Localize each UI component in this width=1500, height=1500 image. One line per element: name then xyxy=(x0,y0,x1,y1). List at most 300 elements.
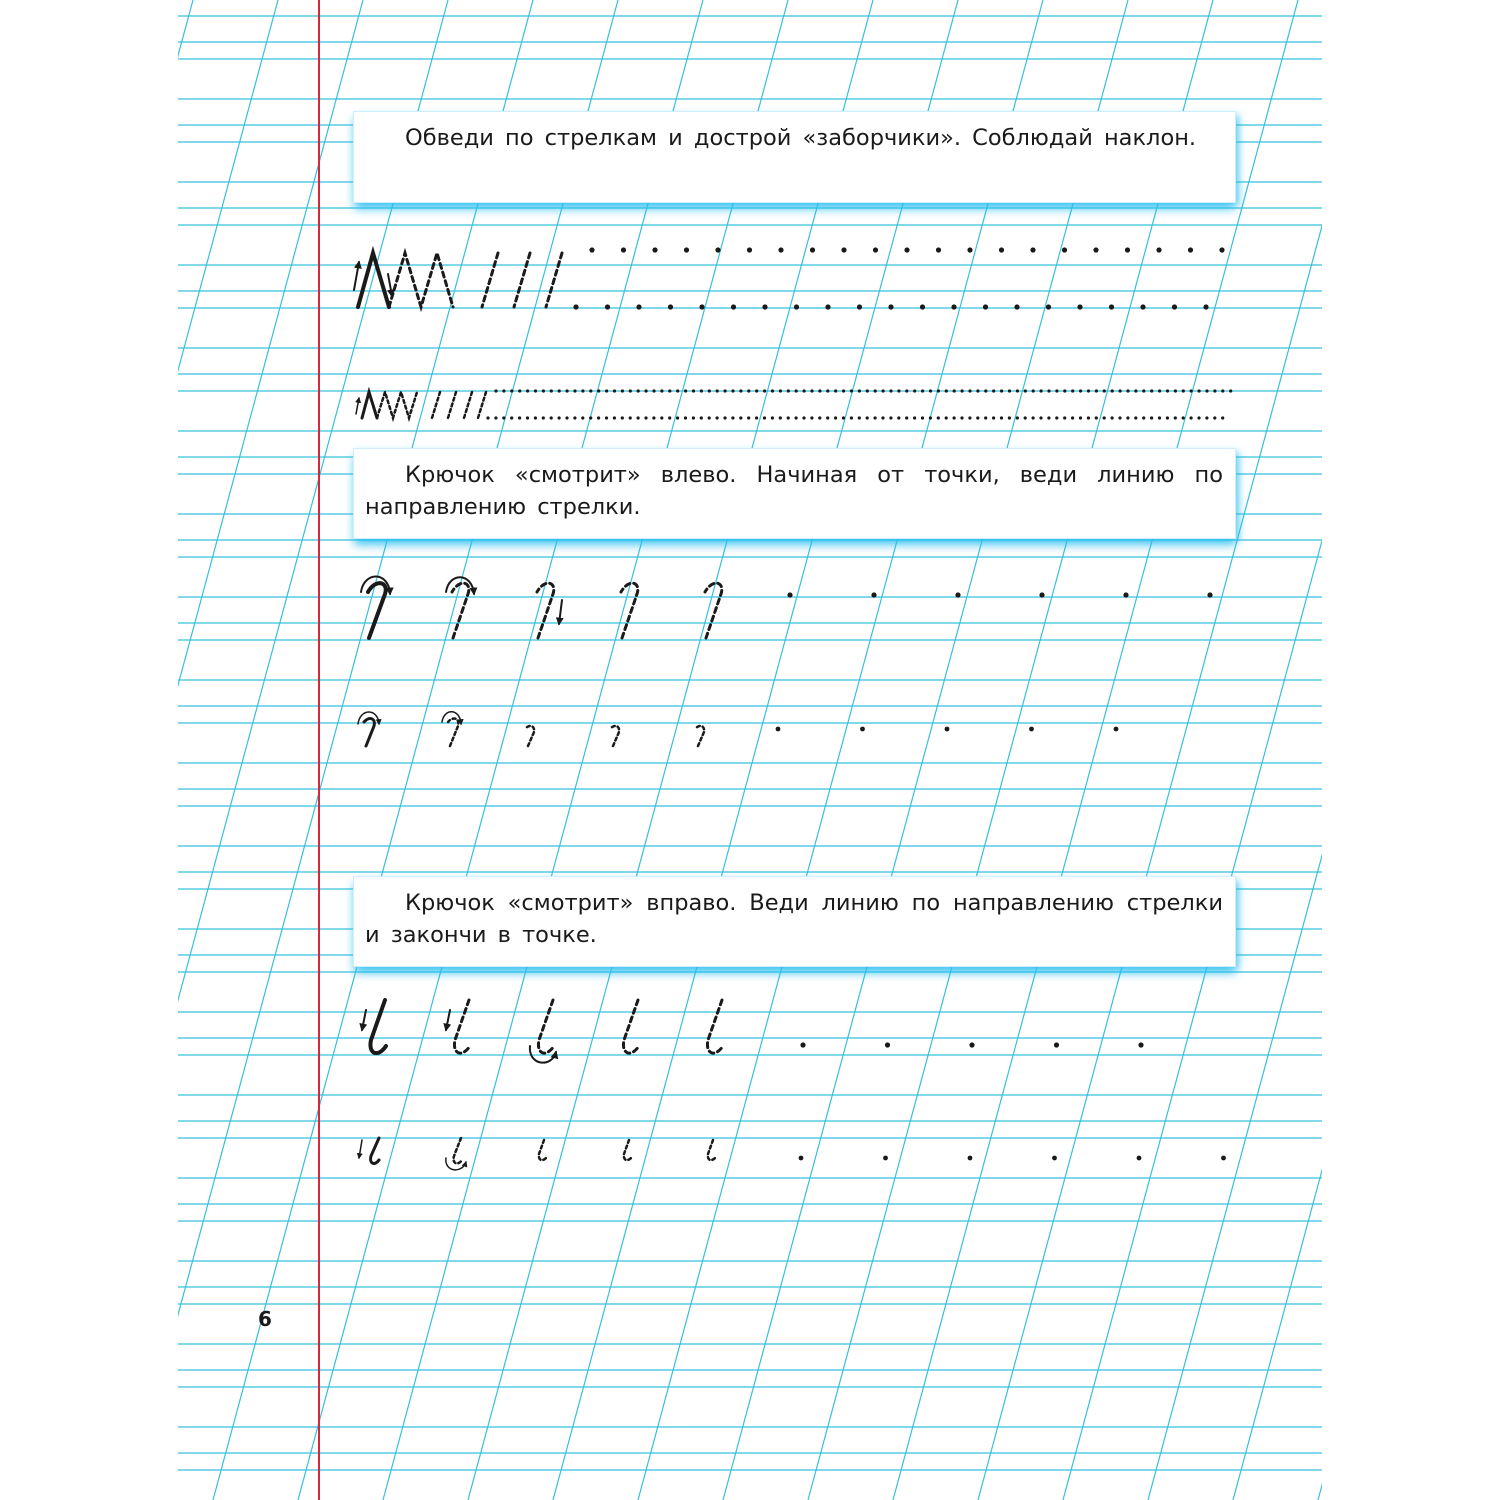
hook-left-dashed-small xyxy=(696,726,704,746)
fence-dashed-stroke xyxy=(448,392,456,418)
guide-dot xyxy=(755,416,758,419)
guide-dot xyxy=(715,247,720,252)
task-instruction-2-text: Крючок «смотрит» влево. Начиная от точки, веди линию по направлению стрелки. xyxy=(365,462,1223,520)
guide-dot xyxy=(1103,389,1106,392)
guide-dot xyxy=(825,304,830,309)
guide-dot xyxy=(905,416,908,419)
guide-dot xyxy=(755,389,758,392)
guide-dot xyxy=(967,247,972,252)
fence-guide-dots-small xyxy=(486,389,1232,419)
guide-dot xyxy=(1190,389,1193,392)
guide-dot xyxy=(842,416,845,419)
guide-dot xyxy=(904,247,909,252)
guide-dot xyxy=(723,416,726,419)
guide-dot xyxy=(1150,389,1153,392)
guide-dot xyxy=(708,416,711,419)
fence-traced-zigzag-small xyxy=(377,392,417,418)
guide-dot xyxy=(739,389,742,392)
hook-right-dashed xyxy=(623,1000,639,1053)
guide-dot xyxy=(936,247,941,252)
hook-right-dashed xyxy=(707,1000,723,1053)
hook-right-dashed xyxy=(538,1000,554,1053)
hook-right-sample-small xyxy=(371,1138,379,1163)
guide-dot xyxy=(762,304,767,309)
guide-dot xyxy=(1063,416,1066,419)
guide-dot xyxy=(1077,304,1082,309)
guide-dot xyxy=(1095,416,1098,419)
guide-dot xyxy=(955,592,960,597)
guide-dot xyxy=(692,416,695,419)
guide-dot xyxy=(858,389,861,392)
guide-dot xyxy=(1138,1042,1143,1047)
guide-dot xyxy=(1166,416,1169,419)
guide-dot xyxy=(818,416,821,419)
guide-dot xyxy=(881,416,884,419)
guide-dot xyxy=(897,416,900,419)
guide-dot xyxy=(874,416,877,419)
guide-dot xyxy=(810,389,813,392)
guide-dot xyxy=(905,389,908,392)
guide-dot xyxy=(637,416,640,419)
guide-dot xyxy=(605,389,608,392)
guide-dot xyxy=(621,247,626,252)
guide-dot xyxy=(518,389,521,392)
guide-dot xyxy=(1174,389,1177,392)
guide-dot xyxy=(1207,592,1212,597)
guide-dot xyxy=(652,416,655,419)
notebook-page xyxy=(178,0,1322,1500)
guide-dot xyxy=(874,389,877,392)
guide-dot xyxy=(684,416,687,419)
handwriting-exercises xyxy=(354,247,1232,1169)
guide-dot xyxy=(1000,416,1003,419)
guide-dot xyxy=(1123,592,1128,597)
hook-start-dots-small xyxy=(776,727,1119,732)
guide-dot xyxy=(771,389,774,392)
guide-dot xyxy=(787,592,792,597)
arrow-down-icon xyxy=(388,274,392,296)
guide-dot xyxy=(636,304,641,309)
guide-dot xyxy=(913,389,916,392)
notebook-grid-and-exercises xyxy=(178,0,1322,1500)
guide-dot xyxy=(945,389,948,392)
guide-dot xyxy=(1030,247,1035,252)
guide-dot xyxy=(779,416,782,419)
guide-dot xyxy=(779,389,782,392)
hook-right-dashed xyxy=(454,1000,470,1053)
guide-dot xyxy=(660,389,663,392)
guide-dot xyxy=(526,389,529,392)
guide-dot xyxy=(1095,389,1098,392)
arrow-up-icon xyxy=(354,262,359,290)
arrow-down-icon xyxy=(362,1010,366,1030)
guide-dot xyxy=(1055,389,1058,392)
guide-dot xyxy=(1142,389,1145,392)
guide-dot xyxy=(929,389,932,392)
guide-dot xyxy=(652,247,657,252)
guide-dot xyxy=(841,247,846,252)
guide-dot xyxy=(1109,304,1114,309)
guide-dot xyxy=(1156,247,1161,252)
fence-traced-zigzag xyxy=(389,253,453,307)
guide-dot xyxy=(1024,389,1027,392)
guide-dot xyxy=(652,389,655,392)
guide-dot xyxy=(984,416,987,419)
guide-dot xyxy=(502,389,505,392)
arrow-down-icon xyxy=(446,1010,450,1030)
guide-dot xyxy=(850,416,853,419)
guide-dot xyxy=(810,416,813,419)
hook-left-dashed-small xyxy=(526,726,534,746)
guide-dot xyxy=(976,416,979,419)
guide-dot xyxy=(700,389,703,392)
guide-dot xyxy=(747,247,752,252)
guide-dot xyxy=(1087,416,1090,419)
guide-dot xyxy=(888,304,893,309)
guide-dot xyxy=(645,389,648,392)
guide-dot xyxy=(1205,389,1208,392)
guide-dot xyxy=(1000,389,1003,392)
guide-dot xyxy=(945,727,950,732)
guide-dot xyxy=(1071,389,1074,392)
guide-dot xyxy=(873,247,878,252)
guide-dot xyxy=(676,416,679,419)
guide-dot xyxy=(684,389,687,392)
page-number: 6 xyxy=(258,1307,272,1331)
guide-dot xyxy=(960,416,963,419)
guide-dot xyxy=(968,389,971,392)
guide-dot xyxy=(882,389,885,392)
guide-dot xyxy=(1032,416,1035,419)
fence-sample xyxy=(358,253,389,307)
guide-dot xyxy=(1126,416,1129,419)
guide-dot xyxy=(1046,304,1051,309)
guide-dot xyxy=(826,416,829,419)
hook-right-row-small xyxy=(359,1138,1226,1170)
guide-dot xyxy=(1079,416,1082,419)
guide-dot xyxy=(637,389,640,392)
hook-right-dashed-small xyxy=(454,1138,462,1163)
guide-dot xyxy=(921,389,924,392)
guide-dot xyxy=(929,416,932,419)
guide-dot xyxy=(1087,389,1090,392)
guide-dot xyxy=(850,389,853,392)
guide-dot xyxy=(1150,416,1153,419)
guide-dot xyxy=(1219,247,1224,252)
guide-dot xyxy=(668,389,671,392)
task-instruction-2 xyxy=(354,449,1235,538)
guide-dot xyxy=(1125,247,1130,252)
guide-dot xyxy=(1071,416,1074,419)
guide-dot xyxy=(731,416,734,419)
guide-dot xyxy=(581,389,584,392)
guide-dot xyxy=(739,416,742,419)
guide-dot xyxy=(1137,1156,1142,1161)
guide-dot xyxy=(1114,727,1119,732)
guide-dot xyxy=(866,389,869,392)
guide-dot xyxy=(699,304,704,309)
guide-dot xyxy=(871,592,876,597)
guide-dot xyxy=(1197,416,1200,419)
guide-dot xyxy=(1158,389,1161,392)
guide-dot xyxy=(486,416,489,419)
fence-dashed-stroke xyxy=(464,392,472,418)
guide-dot xyxy=(983,304,988,309)
guide-dot xyxy=(1213,416,1216,419)
guide-dot xyxy=(1093,247,1098,252)
arrow-down-icon xyxy=(559,600,562,624)
guide-dot xyxy=(834,389,837,392)
guide-dot xyxy=(937,416,940,419)
guide-dot xyxy=(716,389,719,392)
fence-dashed-stroke xyxy=(482,253,498,307)
fence-dashed-stroke xyxy=(514,253,530,307)
guide-dot xyxy=(1016,389,1019,392)
guide-dot xyxy=(1062,247,1067,252)
hook-right-dashed-small xyxy=(539,1140,546,1160)
fence-guide-dots xyxy=(573,247,1224,309)
hook-left-sample xyxy=(368,583,386,638)
guide-dot xyxy=(763,416,766,419)
guide-dot xyxy=(613,416,616,419)
guide-dot xyxy=(1126,389,1129,392)
guide-dot xyxy=(953,389,956,392)
guide-dot xyxy=(1174,416,1177,419)
hook-left-dashed-small xyxy=(611,726,619,746)
guide-dot xyxy=(921,416,924,419)
guide-dot xyxy=(605,416,608,419)
guide-dot xyxy=(795,416,798,419)
hook-left-row-small xyxy=(358,712,1118,746)
guide-dot xyxy=(961,389,964,392)
guide-dot xyxy=(860,727,865,732)
guide-dot xyxy=(1134,416,1137,419)
guide-dot xyxy=(1040,389,1043,392)
guide-dot xyxy=(799,1156,804,1161)
guide-dot xyxy=(968,416,971,419)
guide-dot xyxy=(581,416,584,419)
guide-dot xyxy=(1055,416,1058,419)
guide-dot xyxy=(984,389,987,392)
arrow-down-icon xyxy=(359,1140,362,1158)
guide-dot xyxy=(526,416,529,419)
guide-dot xyxy=(889,389,892,392)
guide-dot xyxy=(1203,304,1208,309)
guide-dot xyxy=(1221,1156,1226,1161)
guide-dot xyxy=(1158,416,1161,419)
guide-dot xyxy=(834,416,837,419)
guide-dot xyxy=(1111,416,1114,419)
guide-dot xyxy=(534,389,537,392)
guide-dot xyxy=(999,247,1004,252)
guide-dot xyxy=(597,389,600,392)
guide-dot xyxy=(1111,389,1114,392)
guide-dot xyxy=(1024,416,1027,419)
guide-dot xyxy=(810,247,815,252)
guide-dot xyxy=(953,416,956,419)
guide-dot xyxy=(794,304,799,309)
guide-dot xyxy=(573,389,576,392)
guide-dot xyxy=(1140,304,1145,309)
guide-dot xyxy=(660,416,663,419)
guide-dot xyxy=(629,416,632,419)
guide-dot xyxy=(1142,416,1145,419)
hook-right-dashed-small xyxy=(708,1140,715,1160)
guide-dot xyxy=(945,416,948,419)
guide-dot xyxy=(597,416,600,419)
guide-dot xyxy=(1188,247,1193,252)
guide-dot xyxy=(1047,389,1050,392)
guide-dot xyxy=(747,416,750,419)
guide-dot xyxy=(1079,389,1082,392)
hook-end-dots xyxy=(800,1042,1143,1047)
guide-dot xyxy=(589,416,592,419)
guide-dot xyxy=(621,389,624,392)
guide-dot xyxy=(795,389,798,392)
guide-dot xyxy=(644,416,647,419)
guide-dot xyxy=(1119,389,1122,392)
guide-dot xyxy=(716,416,719,419)
fence-row-large xyxy=(354,247,1225,309)
arrow-up-icon xyxy=(356,398,359,414)
guide-dot xyxy=(1032,389,1035,392)
guide-dot xyxy=(1134,389,1137,392)
guide-dot xyxy=(842,389,845,392)
guide-dot xyxy=(1190,416,1193,419)
guide-dot xyxy=(763,389,766,392)
guide-dot xyxy=(534,416,537,419)
guide-dot xyxy=(494,416,497,419)
hook-right-dashed-small xyxy=(624,1140,631,1160)
guide-dot xyxy=(913,416,916,419)
guide-dot xyxy=(992,389,995,392)
guide-dot xyxy=(818,389,821,392)
guide-dot xyxy=(589,247,594,252)
guide-dot xyxy=(605,304,610,309)
guide-dot xyxy=(787,389,790,392)
guide-dot xyxy=(1047,416,1050,419)
guide-dot xyxy=(613,389,616,392)
task-instruction-1 xyxy=(354,112,1235,202)
guide-dot xyxy=(1103,416,1106,419)
guide-dot xyxy=(684,247,689,252)
guide-dot xyxy=(800,1042,805,1047)
guide-dot xyxy=(565,416,568,419)
hook-left-dashed xyxy=(537,583,554,638)
hook-left-row-large xyxy=(361,576,1213,638)
guide-dot xyxy=(883,1156,888,1161)
guide-dot xyxy=(510,416,513,419)
guide-dot xyxy=(1008,389,1011,392)
guide-dot xyxy=(573,416,576,419)
fence-dashed-stroke xyxy=(432,392,440,418)
guide-dot xyxy=(826,389,829,392)
guide-dot xyxy=(866,416,869,419)
task-instruction-3 xyxy=(354,877,1235,966)
task-instruction-3-text: Крючок «смотрит» вправо. Веди линию по направлению стрелки и закончи в точке. xyxy=(365,890,1223,948)
guide-dot xyxy=(1039,592,1044,597)
guide-dot xyxy=(976,389,979,392)
guide-dot xyxy=(776,727,781,732)
guide-dot xyxy=(510,389,513,392)
guide-dot xyxy=(621,416,624,419)
guide-dot xyxy=(573,304,578,309)
guide-dot xyxy=(724,389,727,392)
guide-dot xyxy=(920,304,925,309)
guide-dot xyxy=(1118,416,1121,419)
guide-dot xyxy=(708,389,711,392)
guide-dot xyxy=(803,389,806,392)
guide-dot xyxy=(1213,389,1216,392)
guide-dot xyxy=(1029,727,1034,732)
guide-dot xyxy=(889,416,892,419)
guide-dot xyxy=(1205,416,1208,419)
guide-dot xyxy=(550,389,553,392)
guide-dot xyxy=(857,304,862,309)
guide-dot xyxy=(951,304,956,309)
guide-dot xyxy=(771,416,774,419)
guide-dot xyxy=(558,416,561,419)
task-instruction-1-text: Обведи по стрелкам и дострой «заборчики». Соблюдай наклон. xyxy=(405,125,1197,151)
fence-dashed-stroke xyxy=(478,392,486,418)
guide-dot xyxy=(1016,416,1019,419)
guide-dot xyxy=(885,1042,890,1047)
guide-dot xyxy=(1182,389,1185,392)
guide-dot xyxy=(1198,389,1201,392)
guide-dot xyxy=(629,389,632,392)
guide-dot xyxy=(542,389,545,392)
guide-dot xyxy=(969,1042,974,1047)
guide-dot xyxy=(542,416,545,419)
guide-dot xyxy=(1054,1042,1059,1047)
hook-right-sample xyxy=(370,1000,386,1053)
guide-dot xyxy=(1172,304,1177,309)
guide-dot xyxy=(502,416,505,419)
guide-dot xyxy=(518,416,521,419)
guide-dot xyxy=(968,1156,973,1161)
guide-dot xyxy=(747,389,750,392)
guide-dot xyxy=(692,389,695,392)
guide-dot xyxy=(1221,416,1224,419)
guide-dot xyxy=(494,389,497,392)
hook-end-dots-small xyxy=(799,1156,1226,1161)
guide-dot xyxy=(700,416,703,419)
fence-dashed-stroke xyxy=(546,253,562,307)
guide-dot xyxy=(1166,389,1169,392)
guide-dot xyxy=(1052,1156,1057,1161)
guide-dot xyxy=(731,304,736,309)
guide-dot xyxy=(1182,416,1185,419)
guide-dot xyxy=(1063,389,1066,392)
guide-dot xyxy=(1229,389,1232,392)
hook-right-row-large xyxy=(362,1000,1144,1063)
guide-dot xyxy=(668,416,671,419)
guide-dot xyxy=(802,416,805,419)
guide-dot xyxy=(1221,389,1224,392)
guide-dot xyxy=(897,389,900,392)
fence-sample-small xyxy=(362,392,377,418)
guide-dot xyxy=(937,389,940,392)
guide-dot xyxy=(668,304,673,309)
guide-dot xyxy=(558,389,561,392)
guide-dot xyxy=(550,416,553,419)
guide-dot xyxy=(787,416,790,419)
guide-dot xyxy=(1039,416,1042,419)
hook-left-dashed xyxy=(452,583,469,638)
guide-dot xyxy=(589,389,592,392)
guide-dot xyxy=(676,389,679,392)
guide-dot xyxy=(1008,416,1011,419)
